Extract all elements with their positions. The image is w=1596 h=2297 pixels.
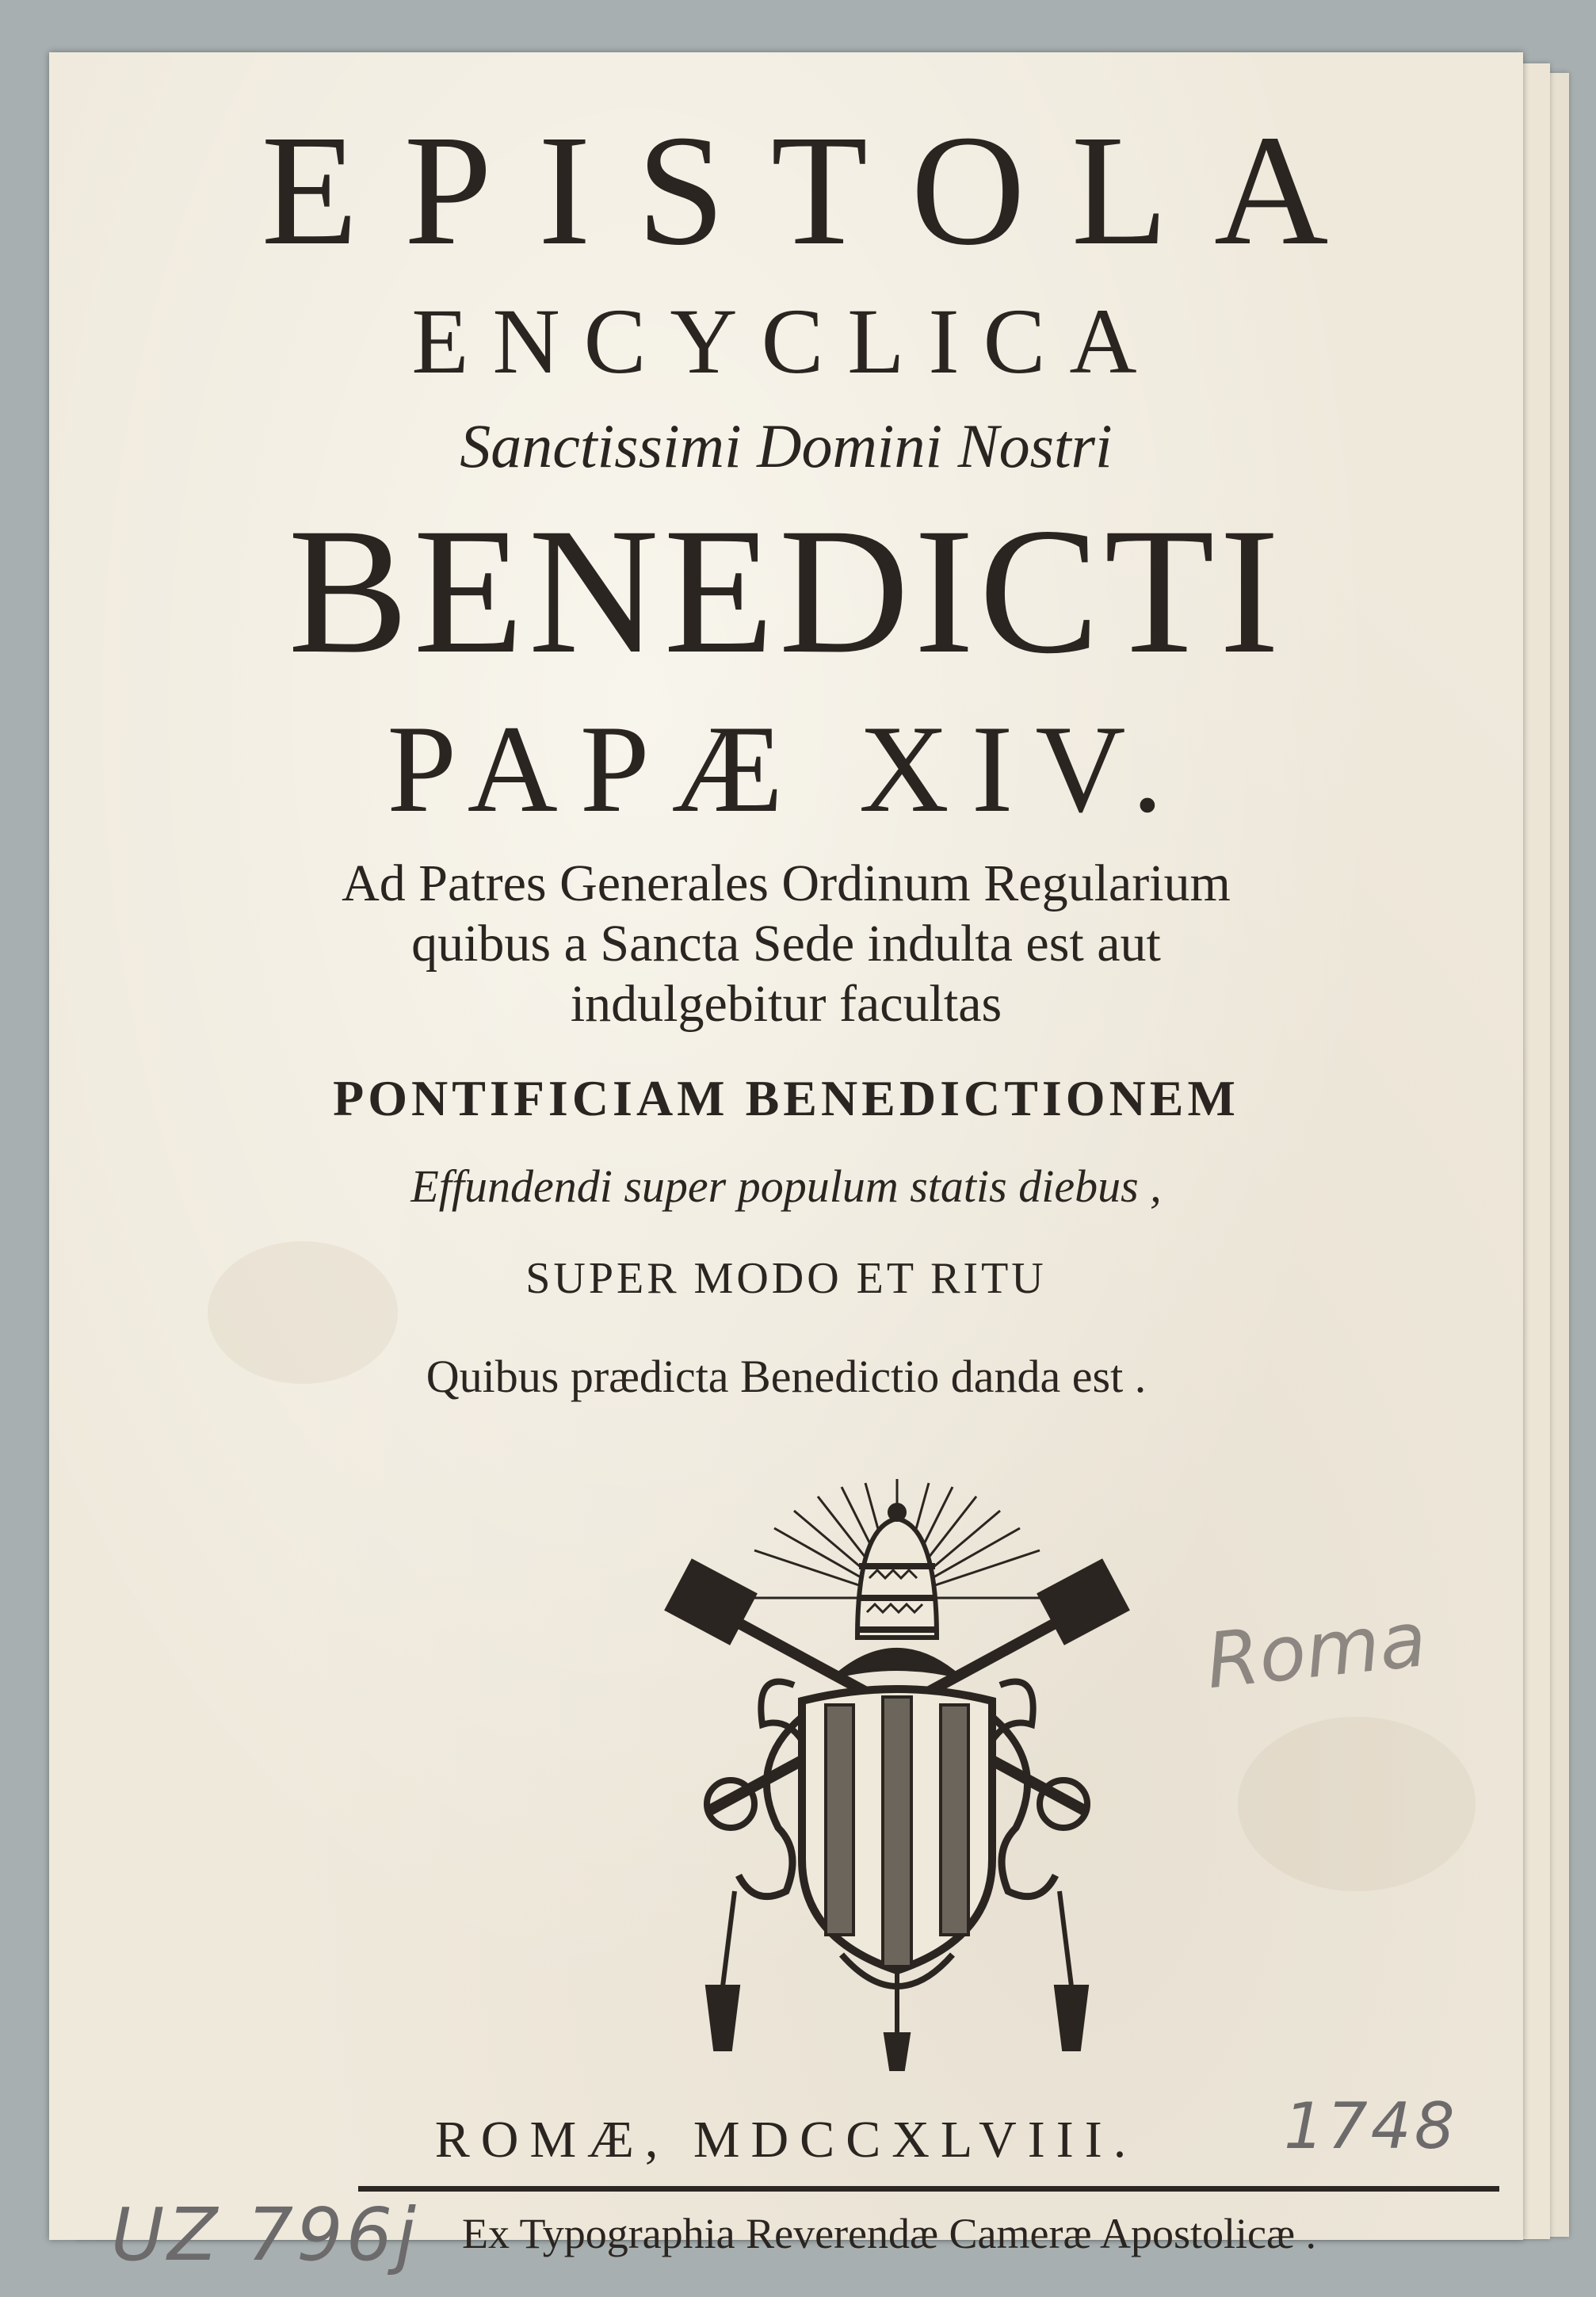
handwritten-shelfmark: UZ 796j (111, 2192, 419, 2277)
papal-coat-of-arms-icon (659, 1479, 1135, 2081)
title-encyclica: ENCYCLICA (411, 289, 1161, 393)
subject-heading: PONTIFICIAM BENEDICTIONEM (333, 1070, 1239, 1126)
subtitle-sanctissimi: Sanctissimi Domini Nostri (460, 411, 1113, 480)
handwritten-year: 1748 (1284, 2089, 1458, 2163)
closing-line: Quibus prædicta Benedictio danda est . (426, 1351, 1147, 1402)
pope-title: PAPÆ XIV. (387, 700, 1186, 839)
imprint-place-date: ROMÆ, MDCCXLVIII. (434, 2111, 1138, 2169)
imprint-printer: Ex Typographia Reverendæ Cameræ Apostolicæ . (461, 2210, 1317, 2257)
subject-italic: Effundendi super populum statis diebus , (410, 1160, 1162, 1212)
address-line: Ad Patres Generales Ordinum Regularium (342, 854, 1231, 912)
paper-stain (1238, 1717, 1476, 1891)
address-line: quibus a Sancta Sede indulta est aut (411, 915, 1161, 973)
title-page (49, 52, 1523, 2277)
handwritten-place: Roma (1201, 1594, 1430, 1707)
address-line: indulgebitur facultas (570, 975, 1002, 1033)
title-epistola: EPISTOLA (261, 103, 1375, 278)
name-benedicti: BENEDICTI (288, 491, 1285, 691)
manner-heading: SUPER MODO ET RITU (525, 1254, 1047, 1303)
imprint-rule (358, 2186, 1499, 2192)
